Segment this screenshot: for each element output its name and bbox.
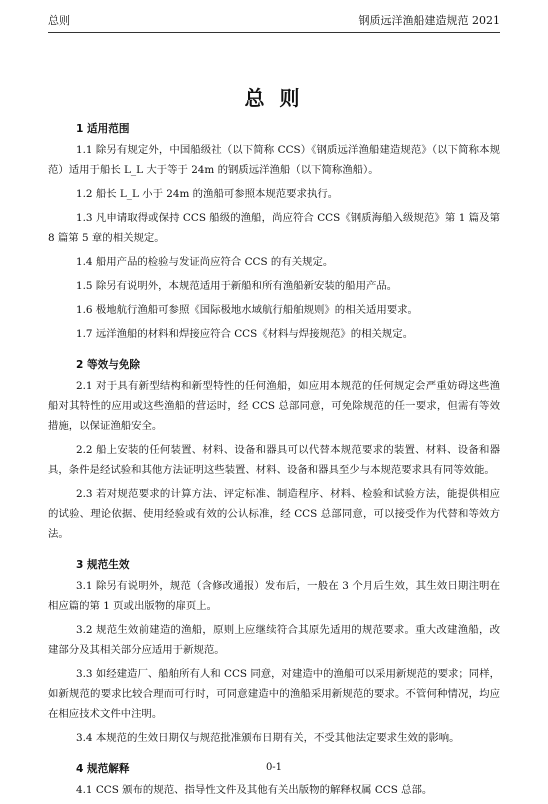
document-body bbox=[48, 118, 500, 804]
clause-3-4: 3.4 本规范的生效日期仅与规范批准颁布日期有关，不受其他法定要求生效的影响。 bbox=[76, 732, 460, 744]
header-document-title: 钢质远洋渔船建造规范 2021 bbox=[358, 14, 500, 27]
clause-1-3: 1.3 凡申请取得或保持 CCS 船级的渔船，尚应符合 CCS《钢质海船入级规范》第 1 篇及第 8 篇第 5 章的相关规定。 bbox=[48, 212, 500, 244]
page-number: 0-1 bbox=[265, 762, 283, 773]
section-heading-scope: 1 适用范围 bbox=[76, 123, 130, 135]
clause-1-1: 1.1 除另有规定外，中国船级社（以下简称 CCS）《钢质远洋渔船建造规范》（以下简称本规范）适用于船长 L_L 大于等于 24m 的钢质远洋渔船（以下简称渔船）。 bbox=[48, 144, 500, 176]
clause-1-5: 1.5 除另有说明外，本规范适用于新船和所有渔船新安装的船用产品。 bbox=[76, 280, 398, 292]
clause-3-2: 3.2 规范生效前建造的渔船，原则上应继续符合其原先适用的规范要求。重大改建渔船，改建部分及其相关部分应适用于新规范。 bbox=[48, 624, 500, 656]
clause-4-1: 4.1 CCS 颁布的规范、指导性文件及其他有关出版物的解释权属 CCS 总部。 bbox=[76, 784, 433, 796]
page-title: 总 则 bbox=[244, 86, 304, 110]
running-header bbox=[48, 10, 500, 33]
clause-2-3: 2.3 若对规范要求的计算方法、评定标准、制造程序、材料、检验和试验方法，能提供相应的试验、理论依据、使用经验或有效的公认标准，经 CCS 总部同意，可以接受作为代替和等效方法。 bbox=[48, 488, 500, 540]
section-heading-equivalence: 2 等效与免除 bbox=[76, 359, 141, 371]
clause-3-3: 3.3 如经建造厂、船舶所有人和 CCS 同意，对建造中的渔船可以采用新规范的要求；同样，如新规范的要求比较合理而可行时，可同意建造中的渔船采用新规范的要求。不管何种情况，均应在相应技术文件中注明。 bbox=[48, 668, 500, 720]
clause-1-4: 1.4 船用产品的检验与发证尚应符合 CCS 的有关规定。 bbox=[76, 256, 334, 268]
clause-1-7: 1.7 远洋渔船的材料和焊接应符合 CCS《材料与焊接规范》的相关规定。 bbox=[76, 328, 414, 340]
section-heading-interpretation: 4 规范解释 bbox=[76, 763, 130, 775]
header-section-name: 总则 bbox=[48, 14, 70, 27]
clause-1-2: 1.2 船长 L_L 小于 24m 的渔船可参照本规范要求执行。 bbox=[76, 188, 339, 200]
clause-2-1: 2.1 对于具有新型结构和新型特性的任何渔船，如应用本规范的任何规定会严重妨碍这些渔船对其特性的应用或这些渔船的营运时，经 CCS 总部同意，可免除规范的任一要求，但需有等效措施，以保证渔船安全。 bbox=[48, 380, 500, 432]
clause-3-1: 3.1 除另有说明外，规范（含修改通报）发布后，一般在 3 个月后生效，其生效日期注明在相应篇的第 1 页或出版物的扉页上。 bbox=[48, 580, 500, 612]
clause-2-2: 2.2 船上安装的任何装置、材料、设备和器具可以代替本规范要求的装置、材料、设备和器具，条件是经试验和其他方法证明这些装置、材料、设备和器具至少与本规范要求具有同等效能。 bbox=[48, 444, 500, 476]
section-heading-effective: 3 规范生效 bbox=[76, 559, 130, 571]
clause-1-6: 1.6 极地航行渔船可参照《国际极地水域航行船舶规则》的相关适用要求。 bbox=[76, 304, 418, 316]
